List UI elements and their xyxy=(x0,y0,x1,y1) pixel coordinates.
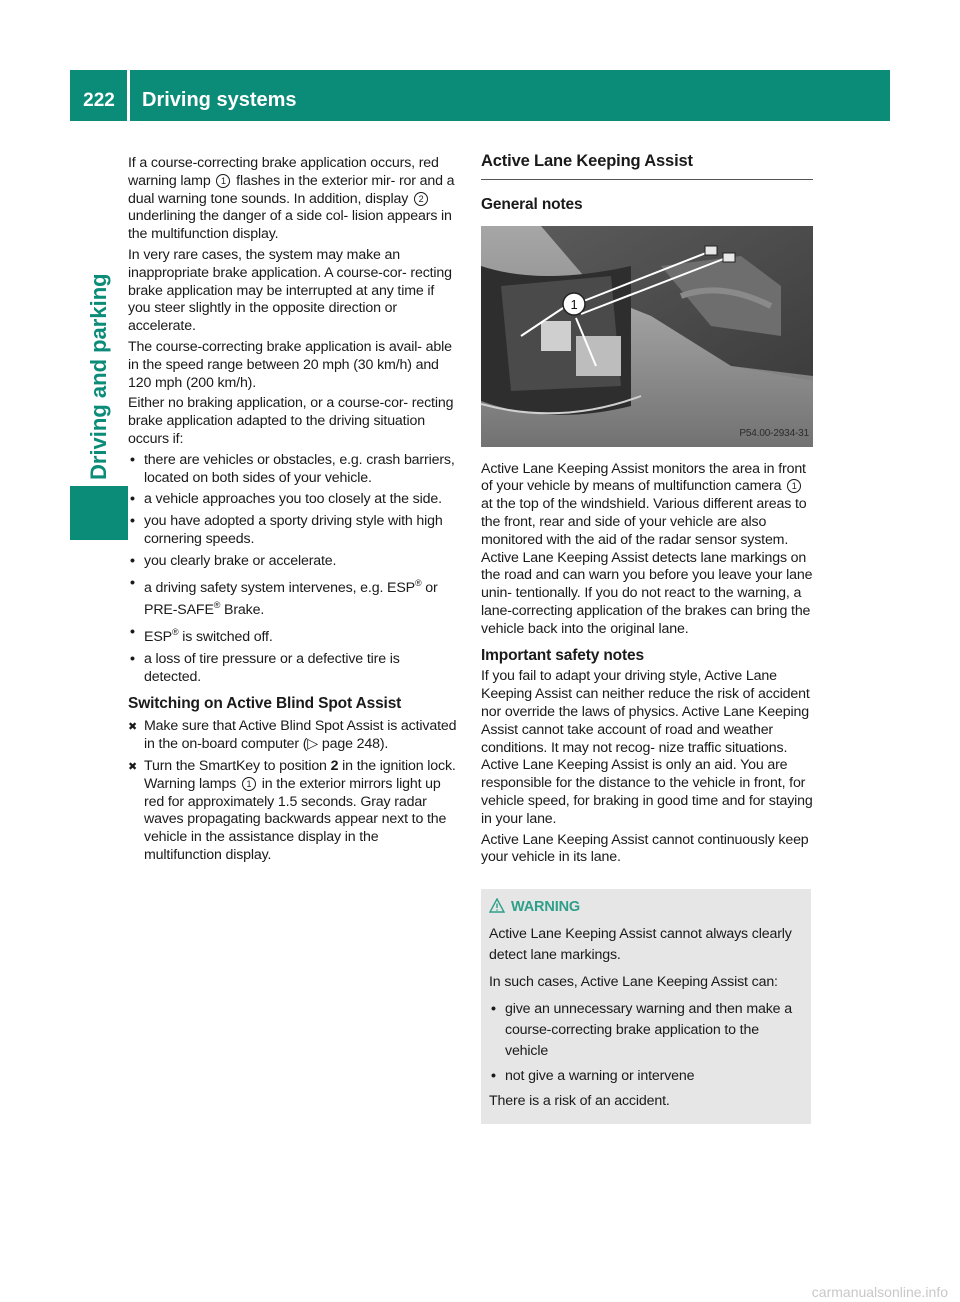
paragraph: Either no braking application, or a course-cor- recting brake application adapted to the driving situation occurs if: xyxy=(128,395,454,447)
warning-label: WARNING xyxy=(511,899,581,916)
paragraph: The course-correcting brake application is avail- able in the speed range between 20 mph (30 km/h) and 120 mph (200 km/h). xyxy=(128,338,452,391)
step-arrow-icon: ✖ xyxy=(128,721,138,734)
step-item: ✖ Turn the SmartKey to position 2 in the ignition lock. Warning lamps 1 in the exterior mirrors light up red for approximately 1.5 seconds. Gray radar waves propagating backwards appear next to the vehicle in the assistance display in the multifunction display. xyxy=(128,757,456,863)
list-item: • not give a warning or intervene xyxy=(489,1066,803,1087)
paragraph: There is a risk of an accident. xyxy=(489,1093,670,1110)
paragraph: Active Lane Keeping Assist cannot always clearly detect lane markings. xyxy=(489,926,792,964)
warning-header xyxy=(489,897,803,918)
figure-code: P54.00-2934-31 xyxy=(739,427,809,439)
callout-2-icon: 2 xyxy=(414,192,428,206)
subsection-heading: General notes xyxy=(481,195,583,213)
figure-illustration xyxy=(481,226,813,447)
condition-list xyxy=(128,452,460,687)
paragraph: Active Lane Keeping Assist monitors the area in front of your vehicle by means of multifunction camera 1 at the top of the windshield. Various different areas to the front, rear and side of your vehicle are also monitored with the aid of the radar sensor system. Active Lane Keeping Assist detects lane markings on the road and can warn you before you leave your lane unin- tentionally. If you do not react to the warning, a lane-correcting application of the brakes can bring the vehicle back into the original lane. xyxy=(481,460,813,637)
step-item: ✖ Make sure that Active Blind Spot Assist is activated in the on-board computer (▷ page 248). xyxy=(128,718,457,753)
warning-box xyxy=(481,889,811,1124)
list-item: • there are vehicles or obstacles, e.g. crash barriers, located on both sides of your vehicle. xyxy=(128,452,460,488)
callout-1-icon: 1 xyxy=(242,777,256,791)
list-item: • a loss of tire pressure or a defective tire is detected. xyxy=(128,651,460,687)
section-title: Driving systems xyxy=(142,89,297,111)
left-column xyxy=(128,155,460,869)
paragraph: Active Lane Keeping Assist cannot continuously keep your vehicle in its lane. xyxy=(481,831,809,866)
windshield-camera-figure xyxy=(481,226,813,447)
step-arrow-icon: ✖ xyxy=(128,760,138,773)
list-item: • you have adopted a sporty driving style with high cornering speeds. xyxy=(128,513,460,549)
side-tab-marker xyxy=(70,486,128,540)
right-column xyxy=(481,153,813,1124)
paragraph: If a course-correcting brake application occurs, red warning lamp 1 flashes in the exterior mir- ror and a dual warning tone sounds. In addition, display 2 underlining the danger of a side col- lision appears in the multifunction display. xyxy=(128,155,455,243)
list-item: • you clearly brake or accelerate. xyxy=(128,553,460,571)
paragraph: In such cases, Active Lane Keeping Assist can: xyxy=(489,974,778,991)
warning-list xyxy=(489,999,803,1087)
side-tab-label: Driving and parking xyxy=(86,273,111,480)
callout-1-icon: 1 xyxy=(787,479,801,493)
list-item: • give an unnecessary warning and then make a course-correcting brake application to the vehicle xyxy=(489,999,803,1062)
paragraph: If you fail to adapt your driving style, Active Lane Keeping Assist can neither reduce the risk of accident nor override the laws of physics. Active Lane Keeping Assist cannot take account of road and weather conditions. It may not recog- nize traffic situations. Active Lane Keeping Assist is only an aid. You are responsible for the distance to the vehicle in front, for vehicle speed, for braking in good time and for staying in your lane. xyxy=(481,668,813,827)
page-reference-link[interactable]: (▷ page 248). xyxy=(302,736,389,753)
header-divider xyxy=(127,70,130,121)
watermark: carmanualsonline.info xyxy=(811,1284,948,1300)
paragraph: In very rare cases, the system may make an inappropriate brake application. A course-cor- recting brake application may be interrupted at any time if you steer slightly in the opposite direction or accelerate. xyxy=(128,246,452,335)
list-item: • ESP® is switched off. xyxy=(128,624,460,647)
section-heading: Switching on Active Blind Spot Assist xyxy=(128,694,402,712)
list-item: • a driving safety system intervenes, e.g. ESP® or PRE-SAFE® Brake. xyxy=(128,575,460,621)
subsection-heading: Important safety notes xyxy=(481,646,644,664)
callout-1-icon: 1 xyxy=(216,174,230,188)
page-title: Active Lane Keeping Assist xyxy=(481,153,813,180)
page-number: 222 xyxy=(83,90,115,111)
warning-triangle-icon xyxy=(489,898,505,913)
steps-list xyxy=(128,718,460,864)
list-item: • a vehicle approaches you too closely at the side. xyxy=(128,491,460,509)
figure-callout: 1 xyxy=(570,296,578,312)
